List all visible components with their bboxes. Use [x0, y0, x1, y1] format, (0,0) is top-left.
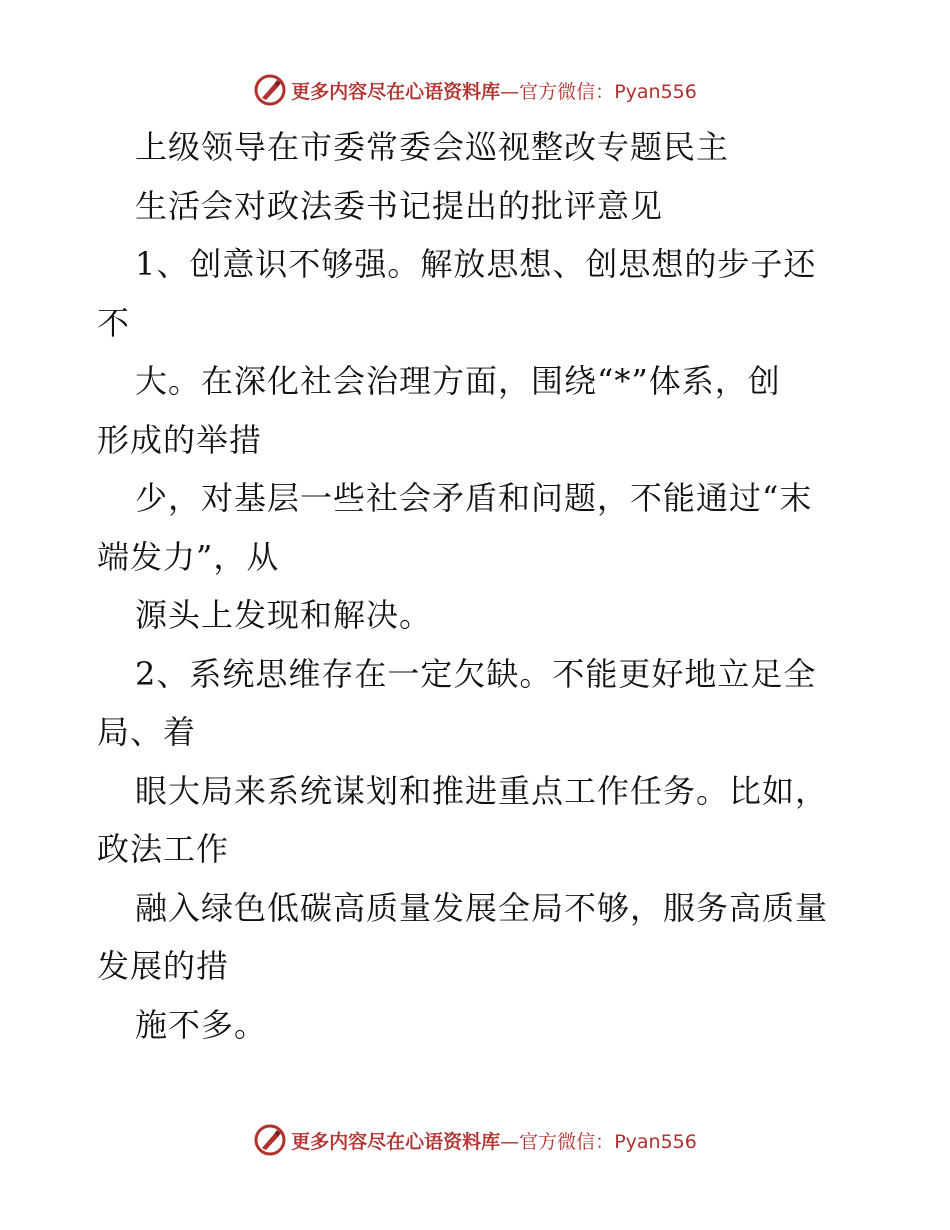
document-line: 生活会对政法委书记提出的批评意见	[135, 186, 664, 225]
pen-circle-logo-icon	[253, 73, 287, 107]
header-watermark	[0, 70, 950, 110]
document-line: 2、系统思维存在一定欠缺。不能更好地立足全	[135, 654, 817, 693]
document-line: 政法工作	[97, 830, 230, 868]
document-line: 融入绿色低碳高质量发展全局不够，服务高质量	[135, 888, 829, 927]
document-line: 端发力”，从	[97, 537, 280, 576]
watermark-wechat-label: 官方微信：	[519, 80, 615, 103]
watermark-title: 更多内容尽在心语资料库	[291, 80, 501, 103]
document-line: 不	[97, 303, 131, 342]
pen-circle-logo-icon	[253, 1123, 287, 1157]
watermark-wechat-label: 官方微信：	[519, 1130, 615, 1153]
document-line: 1、创意识不够强。解放思想、创思想的步子还	[135, 245, 817, 283]
watermark-wechat-id: Pyan556	[614, 1130, 697, 1153]
document-line: 局、着	[97, 713, 197, 751]
document-line: 施不多。	[135, 1005, 268, 1044]
footer-watermark	[0, 1120, 950, 1160]
document-line: 大。在深化社会治理方面，围绕“*”体系，创	[135, 362, 781, 400]
document-line: 形成的举措	[97, 420, 263, 459]
watermark-dash: —	[500, 80, 520, 103]
document-line: 发展的措	[97, 947, 230, 985]
document-line: 源头上发现和解决。	[135, 596, 433, 634]
watermark-dash: —	[500, 1130, 520, 1153]
document-body	[97, 118, 877, 1054]
document-line: 少，对基层一些社会矛盾和问题，不能通过“末	[135, 479, 813, 517]
document-line: 眼大局来系统谋划和推进重点工作任务。比如，	[135, 771, 829, 810]
watermark-title: 更多内容尽在心语资料库	[291, 1130, 501, 1153]
watermark-wechat-id: Pyan556	[614, 80, 697, 103]
document-line: 上级领导在市委常委会巡视整改专题民主	[135, 128, 730, 166]
